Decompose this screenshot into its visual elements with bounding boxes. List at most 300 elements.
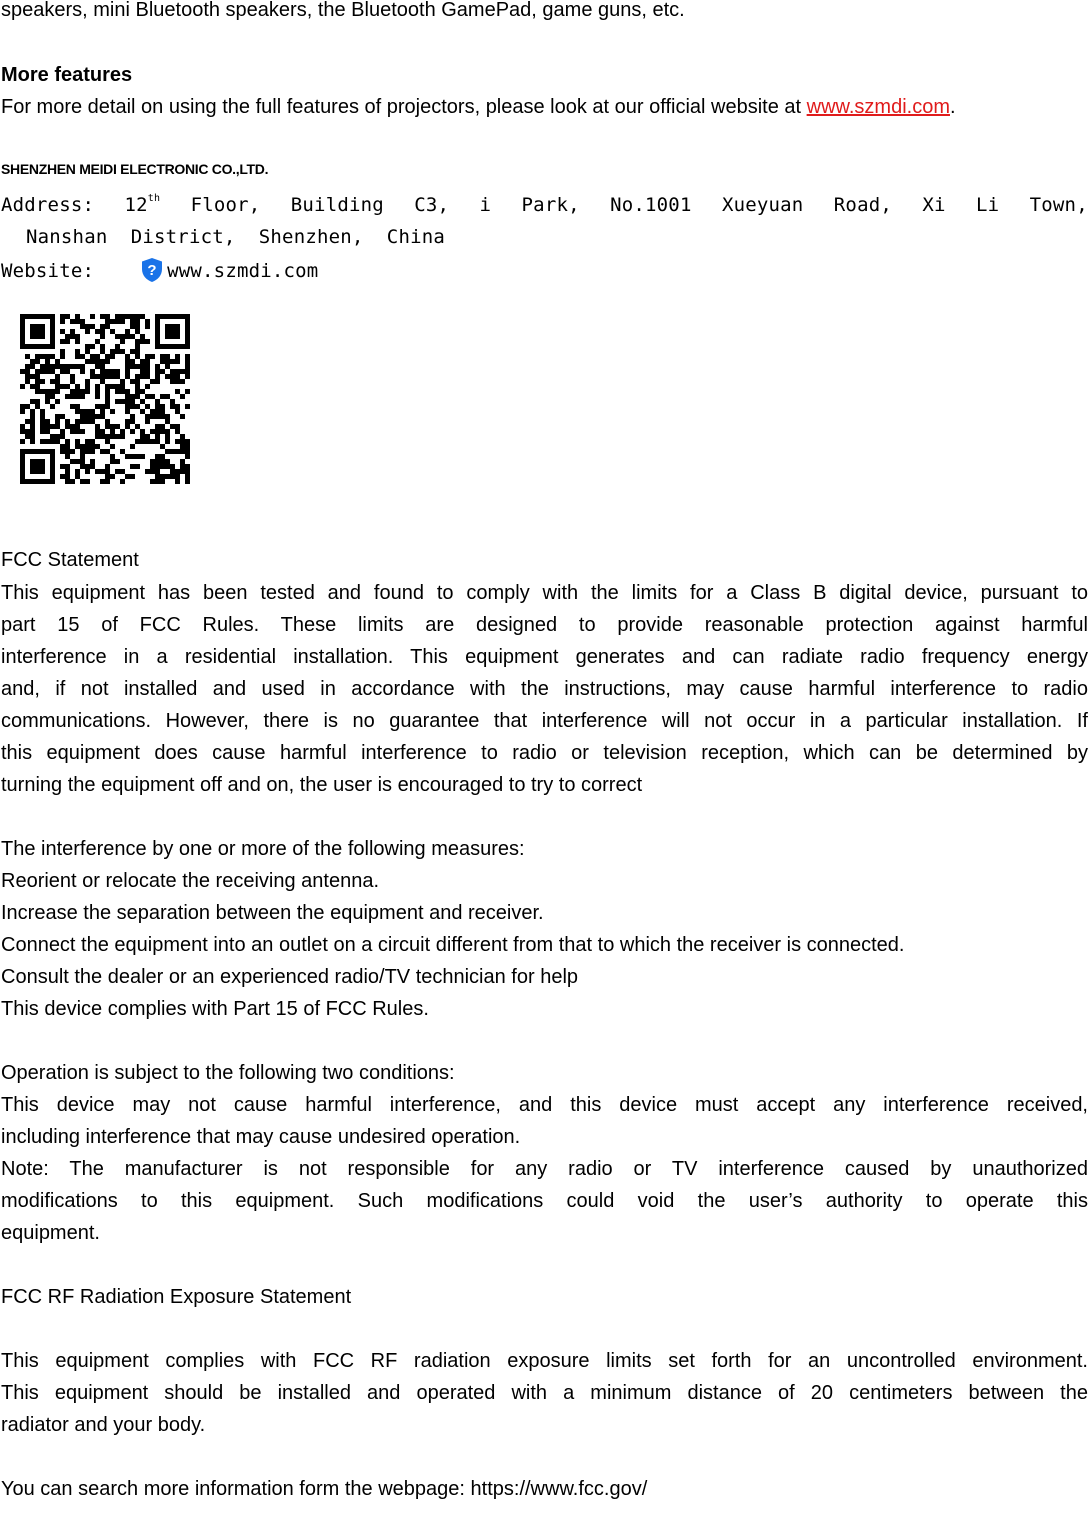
qr-module — [180, 369, 185, 374]
qr-module — [160, 479, 165, 484]
qr-module — [55, 374, 60, 379]
qr-module — [185, 374, 190, 379]
qr-module — [95, 374, 100, 379]
qr-module — [110, 424, 115, 429]
qr-module — [95, 404, 100, 409]
qr-module — [95, 329, 100, 334]
qr-module — [100, 364, 105, 369]
qr-module — [115, 349, 120, 354]
qr-module — [95, 424, 100, 429]
qr-module — [35, 389, 40, 394]
qr-module — [60, 369, 65, 374]
qr-module — [35, 374, 40, 379]
qr-module — [185, 479, 190, 484]
qr-module — [120, 399, 125, 404]
qr-module — [165, 464, 170, 469]
qr-module — [160, 414, 165, 419]
qr-module — [100, 334, 105, 339]
qr-module — [120, 379, 125, 384]
qr-module — [135, 384, 140, 389]
qr-module — [75, 394, 80, 399]
qr-module — [80, 429, 85, 434]
qr-module — [60, 329, 65, 334]
qr-module — [160, 424, 165, 429]
qr-module — [105, 369, 110, 374]
qr-module — [90, 314, 95, 319]
qr-module — [90, 419, 95, 424]
qr-module — [45, 439, 50, 444]
qr-module — [90, 459, 95, 464]
qr-module — [70, 459, 75, 464]
address-word: Xueyuan — [721, 194, 804, 216]
qr-module — [180, 439, 185, 444]
qr-module — [130, 399, 135, 404]
address-word: No.1001 — [610, 194, 692, 216]
qr-module — [180, 449, 185, 454]
qr-module — [105, 384, 110, 389]
qr-module — [105, 434, 110, 439]
qr-module — [100, 349, 105, 354]
qr-module — [100, 329, 105, 334]
qr-module — [50, 389, 55, 394]
qr-module — [105, 389, 110, 394]
qr-module — [40, 354, 45, 359]
qr-module — [75, 349, 80, 354]
qr-module — [40, 414, 45, 419]
qr-module — [135, 319, 140, 324]
qr-module — [90, 374, 95, 379]
note-line: modifications to this equipment. Such modifications could void the user’s authority to operate this — [1, 1190, 1088, 1212]
qr-module — [155, 474, 160, 479]
rf-line: This equipment complies with FCC RF radiation exposure limits set forth for an uncontrolled environment. — [1, 1350, 1088, 1372]
qr-module — [80, 364, 85, 369]
rf-heading: FCC RF Radiation Exposure Statement — [1, 1286, 352, 1308]
qr-module — [70, 389, 75, 394]
qr-module — [185, 449, 190, 454]
shield-question-icon — [140, 257, 164, 283]
qr-module — [80, 449, 85, 454]
qr-module — [70, 429, 75, 434]
address-word: Address: — [1, 194, 95, 216]
qr-module — [55, 379, 60, 384]
qr-module — [165, 354, 170, 359]
qr-module — [175, 424, 180, 429]
qr-module — [75, 389, 80, 394]
qr-module — [160, 359, 165, 364]
qr-module — [105, 374, 110, 379]
qr-module — [40, 364, 45, 369]
qr-module — [170, 424, 175, 429]
qr-module — [155, 364, 160, 369]
qr-module — [65, 479, 70, 484]
qr-module — [95, 339, 100, 344]
qr-module — [130, 379, 135, 384]
qr-module — [75, 444, 80, 449]
qr-module — [140, 389, 145, 394]
qr-module — [150, 439, 155, 444]
qr-module — [130, 429, 135, 434]
qr-module — [60, 414, 65, 419]
qr-module — [105, 359, 110, 364]
qr-module — [60, 429, 65, 434]
qr-module — [100, 414, 105, 419]
qr-module — [90, 444, 95, 449]
qr-module — [60, 474, 65, 479]
qr-module — [120, 339, 125, 344]
qr-module — [55, 424, 60, 429]
qr-module — [180, 379, 185, 384]
qr-module — [150, 464, 155, 469]
qr-module — [175, 439, 180, 444]
qr-module — [160, 474, 165, 479]
fcc-paragraph-line: turning the equipment off and on, the user is encouraged to try to correct — [1, 774, 643, 796]
qr-module — [45, 399, 50, 404]
qr-module — [115, 374, 120, 379]
qr-module — [65, 464, 70, 469]
qr-module — [135, 389, 140, 394]
qr-module — [175, 449, 180, 454]
qr-module — [30, 374, 35, 379]
qr-module — [110, 374, 115, 379]
qr-module — [25, 419, 30, 424]
qr-module — [60, 354, 65, 359]
qr-module — [45, 369, 50, 374]
qr-module — [30, 359, 35, 364]
qr-module — [115, 334, 120, 339]
qr-module — [180, 459, 185, 464]
qr-module — [145, 359, 150, 364]
qr-module — [45, 354, 50, 359]
qr-module — [110, 444, 115, 449]
qr-module — [105, 479, 110, 484]
qr-module — [140, 439, 145, 444]
qr-module — [160, 459, 165, 464]
qr-module — [105, 449, 110, 454]
fcc-heading: FCC Statement — [1, 549, 139, 571]
fcc-paragraph-line: interference in a residential installation. This equipment generates and can radiate radio frequency energy — [1, 646, 1088, 668]
qr-module — [100, 324, 105, 329]
qr-module — [75, 459, 80, 464]
qr-module — [150, 459, 155, 464]
qr-module — [140, 364, 145, 369]
qr-module — [65, 454, 70, 459]
qr-module — [20, 384, 25, 389]
qr-module — [155, 429, 160, 434]
address-word: i — [479, 194, 492, 216]
address-word: C3, — [414, 194, 450, 216]
address-word: Floor, — [190, 194, 261, 216]
qr-module — [50, 404, 55, 409]
qr-module — [65, 384, 70, 389]
qr-module — [80, 479, 85, 484]
qr-module — [140, 334, 145, 339]
qr-module — [55, 389, 60, 394]
qr-module — [175, 374, 180, 379]
qr-module — [125, 474, 130, 479]
qr-module — [140, 409, 145, 414]
qr-module — [60, 444, 65, 449]
qr-module — [40, 369, 45, 374]
qr-module — [75, 404, 80, 409]
qr-module — [155, 369, 160, 374]
qr-module — [95, 364, 100, 369]
qr-module — [110, 369, 115, 374]
qr-module — [135, 339, 140, 344]
qr-module — [110, 329, 115, 334]
qr-module — [160, 409, 165, 414]
fcc-paragraph-line: this equipment does cause harmful interference to radio or television reception, which can be determined by — [1, 742, 1088, 764]
qr-module — [185, 454, 190, 459]
qr-module — [25, 434, 30, 439]
qr-module — [45, 359, 50, 364]
qr-module — [185, 404, 190, 409]
qr-module — [110, 459, 115, 464]
qr-module — [170, 474, 175, 479]
qr-module — [160, 444, 165, 449]
qr-module — [135, 374, 140, 379]
qr-module — [105, 419, 110, 424]
qr-module — [90, 324, 95, 329]
qr-module — [135, 404, 140, 409]
qr-module — [45, 394, 50, 399]
website-line — [1, 257, 318, 283]
qr-module — [130, 349, 135, 354]
qr-module — [95, 359, 100, 364]
qr-module — [25, 379, 30, 384]
qr-module — [85, 414, 90, 419]
qr-module — [105, 424, 110, 429]
qr-module — [60, 434, 65, 439]
website-value[interactable]: www.szmdi.com — [167, 260, 319, 282]
qr-module — [30, 409, 35, 414]
qr-module — [175, 379, 180, 384]
qr-module — [140, 454, 145, 459]
qr-module — [95, 384, 100, 389]
qr-module — [90, 359, 95, 364]
qr-module — [140, 374, 145, 379]
qr-module — [155, 434, 160, 439]
qr-module — [95, 389, 100, 394]
qr-module — [150, 414, 155, 419]
qr-module — [95, 414, 100, 419]
qr-module — [55, 364, 60, 369]
qr-module — [150, 479, 155, 484]
qr-module — [125, 409, 130, 414]
qr-module — [50, 364, 55, 369]
qr-module — [65, 469, 70, 474]
qr-module — [50, 424, 55, 429]
qr-module — [175, 359, 180, 364]
qr-module — [105, 324, 110, 329]
qr-module — [50, 439, 55, 444]
rf-line: radiator and your body. — [1, 1414, 206, 1436]
qr-module — [80, 459, 85, 464]
qr-module — [40, 429, 45, 434]
qr-module — [80, 319, 85, 324]
footer-line: You can search more information form the webpage: https://www.fcc.gov/ — [1, 1478, 648, 1500]
qr-module — [145, 364, 150, 369]
qr-module — [80, 324, 85, 329]
qr-module — [165, 394, 170, 399]
address-word: Park, — [521, 194, 580, 216]
qr-module — [145, 434, 150, 439]
qr-module — [75, 409, 80, 414]
qr-module — [155, 439, 160, 444]
operation-line: including interference that may cause undesired operation. — [1, 1126, 521, 1148]
qr-module — [30, 434, 35, 439]
qr-module — [160, 464, 165, 469]
qr-module — [120, 319, 125, 324]
qr-module — [110, 474, 115, 479]
qr-module — [85, 449, 90, 454]
qr-module — [180, 464, 185, 469]
qr-module — [180, 414, 185, 419]
qr-module — [85, 359, 90, 364]
qr-module — [45, 364, 50, 369]
qr-module — [125, 364, 130, 369]
qr-module — [65, 334, 70, 339]
qr-module — [65, 419, 70, 424]
qr-module — [60, 364, 65, 369]
qr-module — [165, 429, 170, 434]
address-word: Li — [976, 194, 1000, 216]
qr-module — [185, 474, 190, 479]
qr-module — [70, 364, 75, 369]
qr-module — [80, 464, 85, 469]
measure-item: Reorient or relocate the receiving antenna. — [1, 870, 380, 892]
qr-module — [170, 464, 175, 469]
qr-module — [110, 354, 115, 359]
more-features-heading: More features — [1, 64, 133, 86]
address-line-1 — [1, 193, 1088, 217]
qr-module — [165, 459, 170, 464]
qr-module — [170, 404, 175, 409]
qr-module — [185, 369, 190, 374]
qr-module — [75, 424, 80, 429]
qr-module — [150, 469, 155, 474]
qr-module — [115, 434, 120, 439]
qr-module — [20, 404, 25, 409]
qr-module — [185, 359, 190, 364]
qr-module — [50, 354, 55, 359]
measure-item: Connect the equipment into an outlet on a circuit different from that to which the receiver is connected. — [1, 934, 905, 956]
qr-module — [30, 399, 35, 404]
qr-module — [160, 369, 165, 374]
company-name: SHENZHEN MEIDI ELECTRONIC CO.,LTD. — [1, 161, 269, 177]
qr-module — [70, 319, 75, 324]
qr-module — [65, 444, 70, 449]
qr-module — [35, 404, 40, 409]
qr-module — [85, 409, 90, 414]
qr-module — [70, 479, 75, 484]
qr-module — [35, 369, 40, 374]
qr-module — [70, 374, 75, 379]
qr-module — [125, 354, 130, 359]
qr-module — [105, 394, 110, 399]
qr-module — [105, 354, 110, 359]
qr-module — [175, 354, 180, 359]
qr-module — [70, 334, 75, 339]
qr-module — [130, 394, 135, 399]
qr-module — [80, 354, 85, 359]
qr-module — [145, 324, 150, 329]
qr-module — [40, 419, 45, 424]
qr-module — [30, 459, 45, 474]
qr-module — [75, 429, 80, 434]
qr-module — [150, 394, 155, 399]
qr-module — [145, 354, 150, 359]
address-word: Xi — [922, 194, 946, 216]
qr-module — [75, 419, 80, 424]
qr-module — [155, 459, 160, 464]
qr-module — [75, 364, 80, 369]
qr-module — [170, 399, 175, 404]
qr-module — [50, 379, 55, 384]
qr-module — [155, 464, 160, 469]
qr-module — [65, 424, 70, 429]
website-link[interactable]: www.szmdi.com — [806, 96, 950, 118]
qr-module — [135, 464, 140, 469]
qr-module — [80, 454, 85, 459]
qr-module — [130, 359, 135, 364]
qr-module — [85, 349, 90, 354]
qr-module — [135, 424, 140, 429]
qr-module — [90, 439, 95, 444]
qr-module — [40, 409, 45, 414]
qr-module — [140, 399, 145, 404]
qr-module — [135, 314, 140, 319]
qr-module — [90, 409, 95, 414]
qr-module — [85, 379, 90, 384]
qr-module — [110, 429, 115, 434]
qr-module — [185, 439, 190, 444]
qr-module — [75, 314, 80, 319]
qr-module — [25, 429, 30, 434]
qr-module — [165, 474, 170, 479]
qr-module — [135, 439, 140, 444]
qr-module — [115, 399, 120, 404]
qr-module — [180, 444, 185, 449]
qr-module — [70, 379, 75, 384]
qr-module — [155, 479, 160, 484]
qr-module — [155, 374, 160, 379]
qr-module — [30, 324, 45, 339]
qr-module — [55, 384, 60, 389]
qr-module — [145, 414, 150, 419]
qr-module — [180, 469, 185, 474]
qr-module — [20, 424, 25, 429]
qr-module — [170, 449, 175, 454]
qr-module — [120, 389, 125, 394]
qr-module — [30, 364, 35, 369]
qr-module — [110, 454, 115, 459]
qr-module — [60, 319, 65, 324]
qr-module — [55, 414, 60, 419]
qr-module — [65, 449, 70, 454]
qr-module — [95, 469, 100, 474]
qr-module — [145, 339, 150, 344]
qr-module — [90, 414, 95, 419]
qr-module — [120, 434, 125, 439]
qr-module — [135, 349, 140, 354]
qr-module — [130, 334, 135, 339]
qr-module — [80, 444, 85, 449]
qr-module — [75, 474, 80, 479]
qr-module — [30, 384, 35, 389]
qr-module — [165, 324, 180, 339]
qr-module — [115, 424, 120, 429]
qr-module — [125, 454, 130, 459]
